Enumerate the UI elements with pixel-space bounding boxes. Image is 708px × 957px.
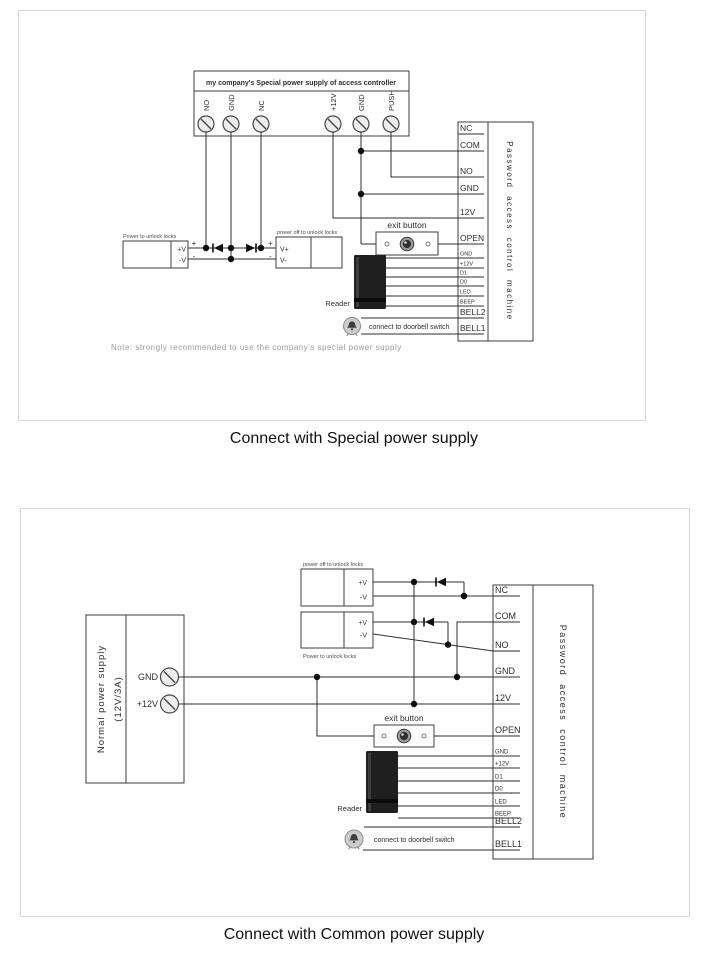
lock-terminal: V+ [280,246,289,254]
machine-terminal: 12V [460,207,476,217]
machine-terminal: 12V [495,693,512,703]
screw-icon [426,242,430,246]
lock-terminal: +V [358,620,367,627]
machine-terminal: BELL1 [495,839,523,849]
button-icon [403,240,411,248]
bell-foot-icon [347,334,349,336]
lock-label: Power to unlock locks [123,234,177,240]
special-power-diagram-panel [18,10,646,421]
reader-band [366,799,398,803]
psu-title: my company's Special power supply of access controller [206,80,396,87]
exit-button-label: exit button [387,220,427,230]
diode-icon [246,244,256,253]
diode-icon [436,578,446,587]
machine-terminal: GND [460,183,479,193]
diode-icon [424,618,434,627]
psu-terminal-label: GND [227,94,236,111]
psu-terminal-label: GND [357,94,366,111]
machine-pin: +12V [495,761,510,768]
machine-pin: D1 [495,774,503,781]
minus-sign: - [269,252,272,261]
plus-sign: + [191,239,197,248]
lock-label: Power to unlock locks [303,654,357,660]
psu-name-line2: (12V/3A) [113,676,124,722]
button-icon [400,732,408,740]
reader-band [354,298,386,302]
lock-outline [301,612,373,648]
machine-terminal: BELL2 [495,816,523,826]
power-off-to-unlock-lock-box [276,230,342,268]
machine-pin: LED [495,799,507,806]
bell-clapper-icon [353,841,355,843]
reader-label: Reader [325,299,350,308]
exit-button [374,713,434,747]
special-diagram-svg [19,11,645,420]
minus-sign: - [192,252,196,261]
machine-name: Password access control machine [558,624,568,820]
common-power-diagram-panel [20,508,690,917]
lock-terminal: -V [360,632,367,640]
special-caption: Connect with Special power supply [229,430,479,447]
psu-terminal-label: NO [202,99,211,111]
machine-pin: BEEP [460,299,475,306]
screw-icon [385,242,389,246]
machine-terminal: COM [460,140,480,150]
machine-terminal: GND [495,666,515,676]
bell-foot-icon [356,334,358,336]
machine-terminal: NO [460,166,473,176]
machine-terminal: NC [495,585,508,595]
special-psu-box [194,71,409,136]
psu-terminal-label: NC [257,100,266,111]
doorbell-switch [345,830,455,849]
reader-device [337,751,398,813]
exit-button-label: exit button [384,713,424,723]
note-text: Note: strongly recommended to use the company's special power supply [111,343,402,352]
machine-pin: BEEP [495,811,512,818]
common-diagram-svg [21,509,689,916]
lock-label: power off to unlock locks [277,230,338,236]
power-to-unlock-lock-box [301,612,373,660]
machine-pin: +12V [460,261,473,268]
lock-terminal: +V [177,246,186,254]
common-caption: Connect with Common power supply [223,926,485,943]
machine-terminal: OPEN [460,233,485,243]
diode-icon [213,244,223,253]
lock-terminal: +V [358,580,367,587]
plus-sign: + [268,239,273,248]
machine-pin: GND [495,749,509,756]
machine-pin: D0 [460,279,468,286]
lock-label: power off to unlock locks [303,562,364,568]
machine-terminal: NC [460,123,473,133]
bell-clapper-icon [351,328,353,330]
button-highlight-icon [401,733,404,736]
machine-terminal: BELL2 [460,307,486,317]
reader-label: Reader [337,804,362,813]
doorbell-label: connect to doorbell switch [374,837,455,844]
screw-icon [382,734,386,738]
lock-terminal: -V [179,257,186,265]
machine-pin: GND [460,251,473,258]
button-highlight-icon [404,241,407,244]
machine-pin: LED [460,289,471,296]
psu-terminal-label: GND [138,672,158,682]
doorbell-switch [344,318,450,336]
exit-button [376,220,438,255]
machine-terminal: COM [495,611,516,621]
lock-terminal: -V [360,594,367,602]
machine-pin: D1 [460,270,468,277]
psu-terminal-label: PUSH [387,90,396,111]
power-off-to-unlock-lock-box [301,562,373,606]
normal-psu-box [86,615,184,783]
psu-terminal-label: +12V [136,699,158,709]
doorbell-label: connect to doorbell switch [369,324,450,331]
lock-terminal: V- [280,257,287,265]
control-machine-box [458,122,533,341]
screw-icon [422,734,426,738]
machine-terminal: OPEN [495,725,521,735]
machine-name: Password access control machine [505,141,514,321]
machine-pin: D0 [495,786,503,793]
machine-terminal: NO [495,640,509,650]
machine-terminal: BELL1 [460,323,486,333]
power-to-unlock-lock-box [123,234,188,268]
psu-name-line1: Normal power supply [96,644,107,754]
psu-terminal-label: +12V [329,93,338,111]
control-machine-box [493,585,593,859]
